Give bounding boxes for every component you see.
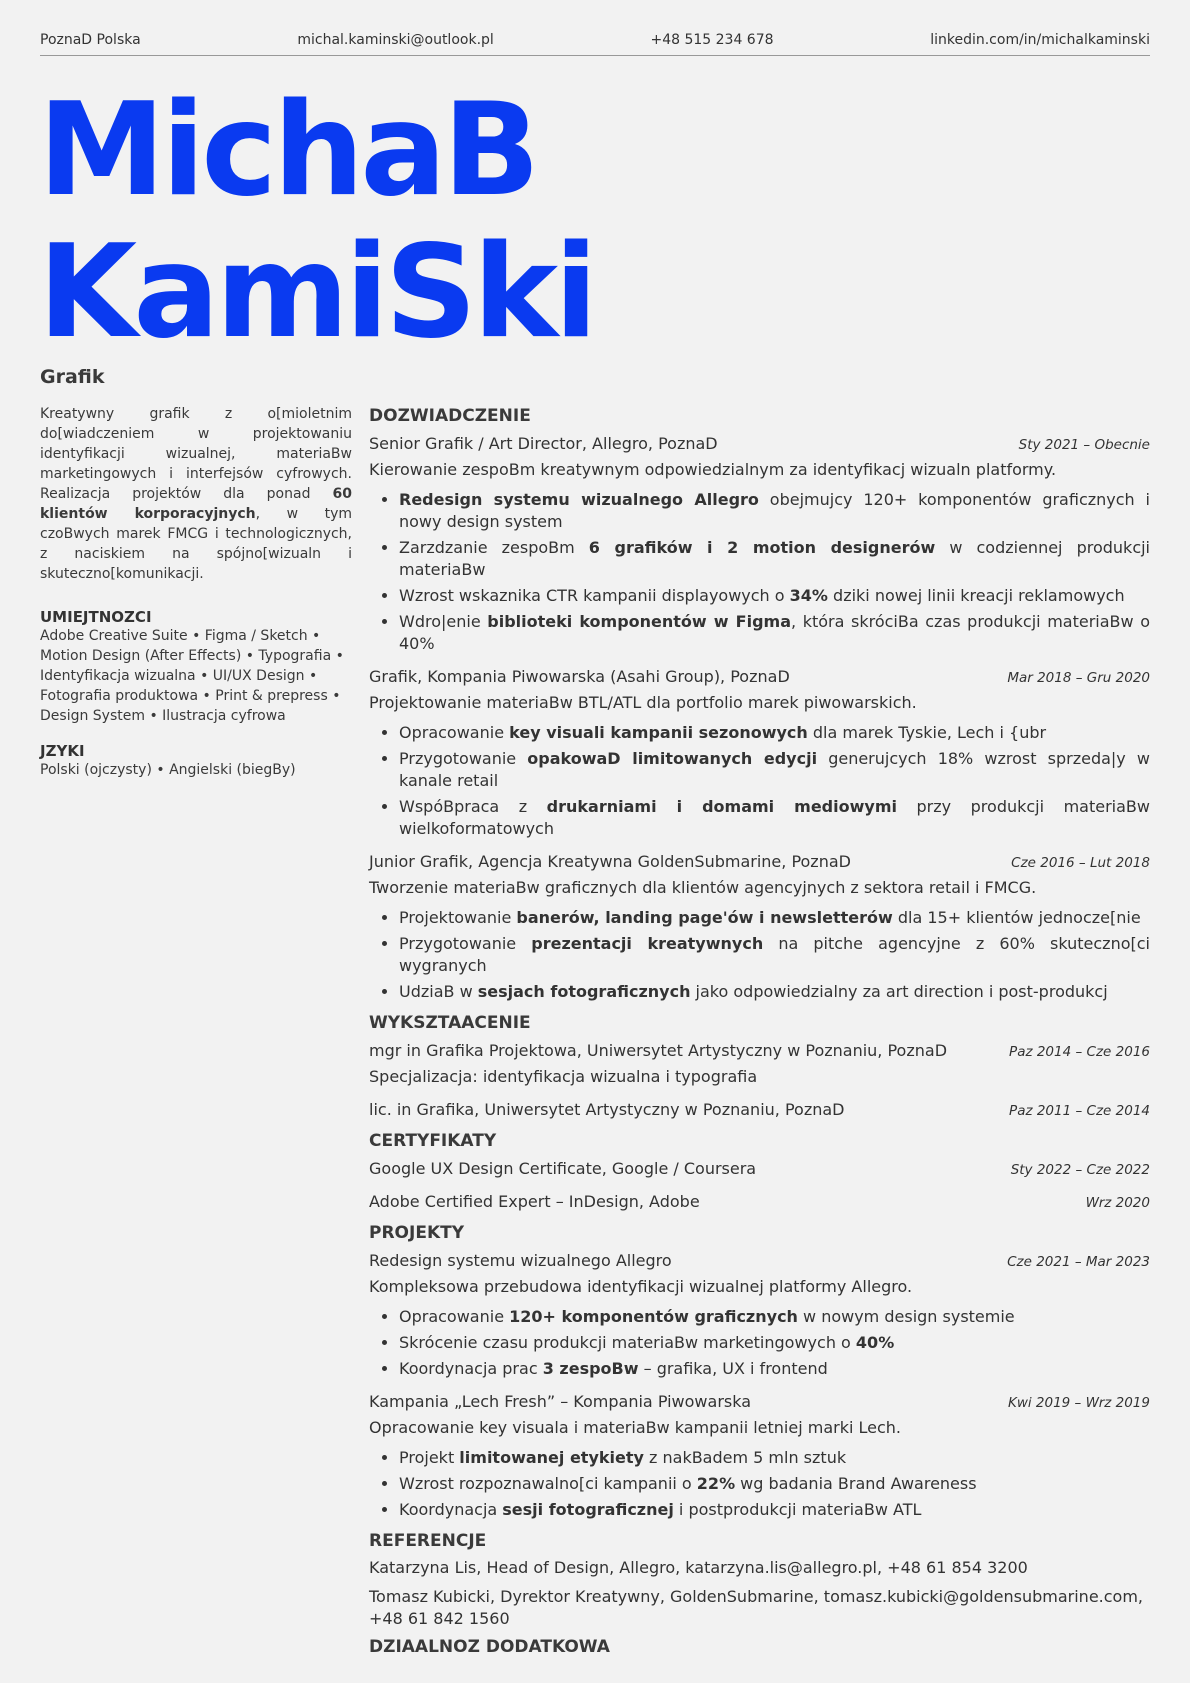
entry-header	[369, 1098, 1150, 1123]
bullet-list	[369, 1306, 1150, 1380]
entry	[369, 1190, 1150, 1215]
entry-title: Senior Grafik / Art Director, Allegro, PoznaD	[369, 434, 718, 453]
contact-bar	[40, 32, 1150, 56]
bullet-highlight: drukarniami i domami mediowymi	[546, 797, 897, 816]
experience-heading: DOZWIADCZENIE	[369, 406, 531, 426]
bullet-text: Wzrost wskaznika CTR kampanii displayowych o	[399, 586, 790, 605]
entry	[369, 1390, 1150, 1521]
bullet-highlight: biblioteki komponentów w Figma	[487, 612, 791, 631]
entry-date: Sty 2021 – Obecnie	[1018, 437, 1150, 453]
bullet-text: generujcych 18% wzrost sprzeda|y w kanale retail	[399, 749, 1150, 790]
contact-location: PoznaD Polska	[40, 32, 141, 48]
bullet-item	[399, 611, 1150, 655]
bullet-item	[399, 537, 1150, 581]
entry-header	[369, 1190, 1150, 1215]
candidate-name	[38, 76, 594, 367]
bullet-item	[399, 585, 1150, 607]
bullet-text: obejmujcy 120+ komponentów graficznych i nowy design system	[399, 490, 1150, 531]
certificates-heading: CERTYFIKATY	[369, 1131, 497, 1151]
bullet-text: UdziaB w	[399, 982, 478, 1001]
bullet-item	[399, 748, 1150, 792]
entry-header	[369, 1249, 1150, 1274]
bullet-list	[369, 489, 1150, 655]
first-name: MichaB	[38, 76, 537, 225]
bullet-text: i postprodukcji materiaBw ATL	[673, 1500, 922, 1519]
entry-description: Specjalizacja: identyfikacja wizualna i typografia	[369, 1067, 758, 1086]
bullet-text: Przygotowanie	[399, 749, 528, 768]
entry-description: Projektowanie materiaBw BTL/ATL dla portfolio marek piwowarskich.	[369, 693, 917, 712]
bullet-item	[399, 907, 1150, 929]
main-content	[369, 406, 1150, 1663]
bullet-text: , która skróciBa czas produkcji materiaBw o 40%	[399, 612, 1150, 653]
entry-title: mgr in Grafika Projektowa, Uniwersytet Artystyczny w Poznaniu, PoznaD	[369, 1041, 948, 1060]
sidebar	[40, 404, 352, 780]
bullet-list	[369, 722, 1150, 840]
entry-description: Kompleksowa przebudowa identyfikacji wizualnej platformy Allegro.	[369, 1277, 913, 1296]
entry-title: Adobe Certified Expert – InDesign, Adobe	[369, 1192, 700, 1211]
entry-header	[369, 1390, 1150, 1415]
bullet-text: przy produkcji materiaBw wielkoformatowych	[399, 797, 1150, 838]
entry-title: Junior Grafik, Agencja Kreatywna GoldenSubmarine, PoznaD	[369, 852, 851, 871]
bullet-list	[369, 1447, 1150, 1521]
entry-title: Redesign systemu wizualnego Allegro	[369, 1251, 672, 1270]
languages-heading: JZYKI	[40, 742, 85, 760]
references-heading: REFERENCJE	[369, 1531, 487, 1551]
entry	[369, 665, 1150, 840]
bullet-item	[399, 933, 1150, 977]
entry-date: Paz 2011 – Cze 2014	[1009, 1103, 1150, 1119]
bullet-item	[399, 1473, 1150, 1495]
job-role: Grafik	[40, 366, 105, 388]
entry	[369, 1098, 1150, 1123]
bullet-highlight: 34%	[789, 586, 828, 605]
bullet-item	[399, 1306, 1150, 1328]
summary-text: Kreatywny grafik z o[mioletnim do[wiadczeniem w projektowaniu identyfikacji wizualnej, materiaBw marketingowych i interfejsów cyfrowych. Realizacja projektów dla ponad	[40, 406, 352, 502]
summary	[40, 404, 352, 584]
entry-title: lic. in Grafika, Uniwersytet Artystyczny w Poznaniu, PoznaD	[369, 1100, 845, 1119]
bullet-text: Koordynacja	[399, 1500, 503, 1519]
entry-title: Grafik, Kompania Piwowarska (Asahi Group), PoznaD	[369, 667, 790, 686]
certificates-list	[369, 1157, 1150, 1215]
entry-date: Mar 2018 – Gru 2020	[1007, 670, 1150, 686]
entry	[369, 1157, 1150, 1182]
bullet-text: w nowym design systemie	[797, 1307, 1015, 1326]
reference-item: Tomasz Kubicki, Dyrektor Kreatywny, GoldenSubmarine, tomasz.kubicki@goldensubmarine.com, +48 61 842 1560	[369, 1587, 1143, 1628]
languages-list: Polski (ojczysty) • Angielski (biegBy)	[40, 762, 296, 778]
entry-title: Google UX Design Certificate, Google / Coursera	[369, 1159, 757, 1178]
bullet-text: Opracowanie	[399, 723, 510, 742]
bullet-highlight: Redesign systemu wizualnego Allegro	[399, 490, 759, 509]
contact-phone[interactable]: +48 515 234 678	[650, 32, 774, 48]
bullet-highlight: 6 grafików i 2 motion designerów	[588, 538, 936, 557]
entry-date: Wrz 2020	[1085, 1195, 1150, 1211]
projects-list	[369, 1249, 1150, 1521]
extra-activity-heading: DZIAALNOZ DODATKOWA	[369, 1637, 610, 1657]
entry-header	[369, 1039, 1150, 1064]
projects-heading: PROJEKTY	[369, 1223, 465, 1243]
skills-list: Adobe Creative Suite • Figma / Sketch • Motion Design (After Effects) • Typografia • Identyfikacja wizualna • UI/UX Design • Fotografia produktowa • Print & prepress • Design System • Ilustracja cyfrowa	[40, 628, 344, 724]
entry-description: Opracowanie key visuala i materiaBw kampanii letniej marki Lech.	[369, 1418, 902, 1437]
bullet-highlight: prezentacji kreatywnych	[531, 934, 764, 953]
entry	[369, 1249, 1150, 1380]
entry	[369, 432, 1150, 655]
bullet-text: Projektowanie	[399, 908, 517, 927]
entry-header	[369, 432, 1150, 457]
entry-title: Kampania „Lech Fresh” – Kompania Piwowarska	[369, 1392, 752, 1411]
bullet-text: dziki nowej linii kreacji reklamowych	[827, 586, 1125, 605]
bullet-text: w codziennej produkcji materiaBw	[399, 538, 1150, 579]
entry-date: Sty 2022 – Cze 2022	[1010, 1162, 1150, 1178]
bullet-text: jako odpowiedzialny za art direction i post-produkcj	[690, 982, 1108, 1001]
bullet-item	[399, 489, 1150, 533]
entry	[369, 850, 1150, 1003]
entry-description: Kierowanie zespoBm kreatywnym odpowiedzialnym za identyfikacj wizualn platformy.	[369, 460, 1057, 479]
bullet-text: Przygotowanie	[399, 934, 532, 953]
bullet-text: dla 15+ klientów jednocze[nie	[892, 908, 1141, 927]
contact-email[interactable]: michal.kaminski@outlook.pl	[297, 32, 494, 48]
bullet-highlight: limitowanej etykiety	[459, 1448, 644, 1467]
bullet-text: Wdro|enie	[399, 612, 488, 631]
entry-date: Cze 2016 – Lut 2018	[1011, 855, 1150, 871]
bullet-text: dla marek Tyskie, Lech i {ubr	[807, 723, 1047, 742]
bullet-item	[399, 1499, 1150, 1521]
bullet-text: Koordynacja prac	[399, 1359, 543, 1378]
bullet-highlight: banerów, landing page'ów i newsletterów	[516, 908, 893, 927]
bullet-highlight: key visuali kampanii sezonowych	[509, 723, 808, 742]
entry-date: Cze 2021 – Mar 2023	[1007, 1254, 1150, 1270]
bullet-item	[399, 1358, 1150, 1380]
summary-text-end: , w tym czoBwych marek FMCG i technologicznych, z naciskiem na spójno[wizualn i skuteczno[komunikacji.	[40, 506, 352, 582]
bullet-highlight: opakowaD limitowanych edycji	[527, 749, 818, 768]
bullet-text: Zarzdzanie zespoBm	[399, 538, 589, 557]
entry-header	[369, 665, 1150, 690]
bullet-text: – grafika, UX i frontend	[638, 1359, 828, 1378]
bullet-highlight: 22%	[696, 1474, 736, 1493]
references-list	[369, 1557, 1150, 1630]
bullet-list	[369, 907, 1150, 1003]
entry	[369, 1039, 1150, 1090]
education-heading: WYKSZTAACENIE	[369, 1013, 531, 1033]
summary-highlight: 60 klientów korporacyjnych	[40, 486, 352, 522]
bullet-item	[399, 722, 1150, 744]
last-name: KamiSki	[38, 218, 594, 367]
bullet-item	[399, 1447, 1150, 1469]
bullet-text: wg badania Brand Awareness	[735, 1474, 977, 1493]
bullet-text: z nakBadem 5 mln sztuk	[643, 1448, 847, 1467]
education-list	[369, 1039, 1150, 1123]
experience-list	[369, 432, 1150, 1003]
bullet-item	[399, 1332, 1150, 1354]
entry-header	[369, 1157, 1150, 1182]
bullet-highlight: sesjach fotograficznych	[477, 982, 691, 1001]
bullet-item	[399, 981, 1150, 1003]
bullet-text: na pitche agencyjne z 60% skuteczno[ci wygranych	[399, 934, 1150, 975]
entry-date: Kwi 2019 – Wrz 2019	[1007, 1395, 1150, 1411]
entry-date: Paz 2014 – Cze 2016	[1009, 1044, 1150, 1060]
bullet-text: Wzrost rozpoznawalno[ci kampanii o	[399, 1474, 697, 1493]
bullet-text: WspóBpraca z	[399, 797, 547, 816]
reference-item: Katarzyna Lis, Head of Design, Allegro, katarzyna.lis@allegro.pl, +48 61 854 3200	[369, 1558, 1028, 1577]
bullet-text: Skrócenie czasu produkcji materiaBw marketingowych o	[399, 1333, 856, 1352]
contact-linkedin[interactable]: linkedin.com/in/michalkaminski	[930, 32, 1150, 48]
skills-heading: UMIEJTNOZCI	[40, 608, 152, 626]
bullet-text: Opracowanie	[399, 1307, 510, 1326]
bullet-highlight: 3 zespoBw	[542, 1359, 639, 1378]
entry-description: Tworzenie materiaBw graficznych dla klientów agencyjnych z sektora retail i FMCG.	[369, 878, 1037, 897]
bullet-text: Projekt	[399, 1448, 460, 1467]
bullet-highlight: 120+ komponentów graficznych	[509, 1307, 798, 1326]
bullet-highlight: sesji fotograficznej	[502, 1500, 674, 1519]
entry-header	[369, 850, 1150, 875]
bullet-highlight: 40%	[855, 1333, 895, 1352]
bullet-item	[399, 796, 1150, 840]
